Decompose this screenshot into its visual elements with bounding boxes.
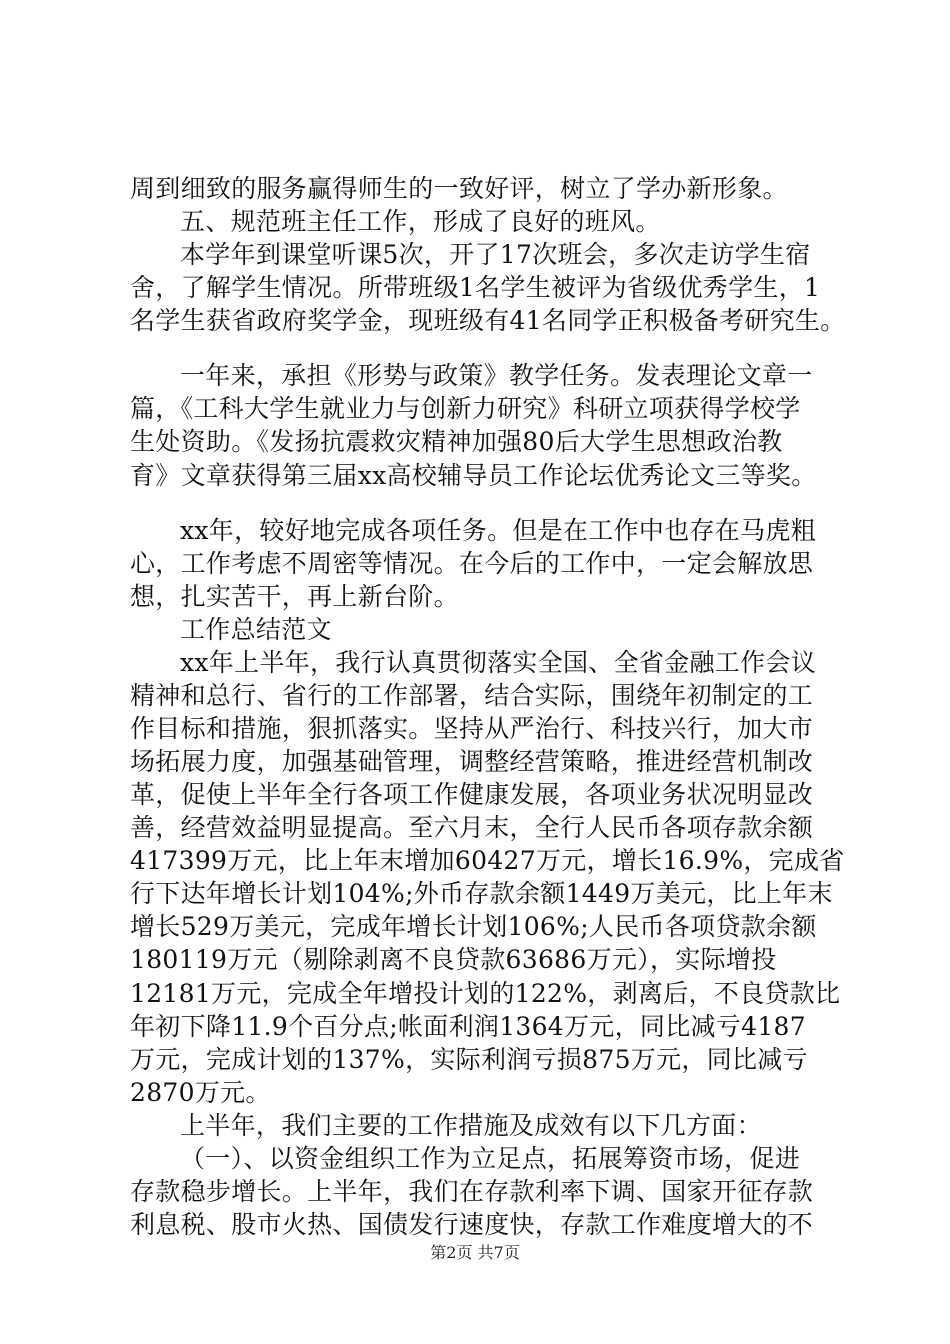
text-line: 周到细致的服务赢得师生的一致好评，树立了学办新形象。 <box>130 174 788 203</box>
text-line: 想，扎实苦干，再上新台阶。 <box>130 582 459 611</box>
text-line: xx年上半年，我行认真贯彻落实全国、全省金融工作会议 <box>180 648 817 677</box>
text-line: 一年来，承担《形势与政策》教学任务。发表理论文章一 <box>180 361 813 390</box>
text-line: 12181万元，完成全年增投计划的122%，剥离后，不良贷款比 <box>130 979 841 1008</box>
section-heading: 五、规范班主任工作，形成了良好的班风。 <box>180 207 661 236</box>
text-line: 行下达年增长计划104%;外币存款余额1449万美元，比上年末 <box>130 879 833 908</box>
text-line: 万元，完成计划的137%，实际利润亏损875万元，同比减亏 <box>130 1045 808 1074</box>
text-line: 心，工作考虑不周密等情况。在今后的工作中，一定会解放思 <box>130 549 814 578</box>
text-line: 年初下降11.9个百分点;帐面利润1364万元，同比减亏4187 <box>130 1012 806 1041</box>
text-line: 增长529万美元，完成年增长计划106%;人民币各项贷款余额 <box>130 912 817 941</box>
text-line: 生处资助。《发扬抗震救灾精神加强80后大学生思想政治教 <box>130 427 783 456</box>
text-line: 作目标和措施，狠抓落实。坚持从严治行、科技兴行，加大市 <box>130 714 814 743</box>
text-line: 篇，《工科大学生就业力与创新力研究》科研立项获得学校学 <box>130 394 801 423</box>
text-line: 2870万元。 <box>130 1078 271 1107</box>
document-title: 工作总结范文 <box>180 615 332 644</box>
text-line: 417399万元，比上年末增加60427万元，增长16.9%，完成省 <box>130 846 845 875</box>
text-line: 名学生获省政府奖学金，现班级有41名同学正积极备考研究生。 <box>130 306 846 335</box>
text-line: xx年，较好地完成各项任务。但是在工作中也存在马虎粗 <box>180 516 817 545</box>
text-line: 革，促使上半年全行各项工作健康发展，各项业务状况明显改 <box>130 780 814 809</box>
text-line: 场拓展力度，加强基础管理，调整经营策略，推进经营机制改 <box>130 747 814 776</box>
text-line: 本学年到课堂听课5次，开了17次班会，多次走访学生宿 <box>180 240 811 269</box>
text-line: 上半年，我们主要的工作措施及成效有以下几方面： <box>180 1111 762 1140</box>
text-line: 精神和总行、省行的工作部署，结合实际，围绕年初制定的工 <box>130 681 814 710</box>
page-footer: 第2页 共7页 <box>430 1243 520 1262</box>
text-line: （一）、以资金组织工作为立足点，拓展筹资市场，促进 <box>180 1144 801 1173</box>
text-line: 存款稳步增长。上半年，我们在存款利率下调、国家开征存款 <box>130 1177 814 1206</box>
text-line: 育》文章获得第三届xx高校辅导员工作论坛优秀论文三等奖。 <box>130 461 817 490</box>
text-line: 利息税、股市火热、国债发行速度快，存款工作难度增大的不 <box>130 1210 814 1239</box>
text-line: 舍，了解学生情况。所带班级1名学生被评为省级优秀学生，1 <box>130 273 821 302</box>
text-line: 180119万元（剔除剥离不良贷款63686万元），实际增投 <box>130 945 777 974</box>
text-line: 善，经营效益明显提高。至六月末，全行人民币各项存款余额 <box>130 813 814 842</box>
